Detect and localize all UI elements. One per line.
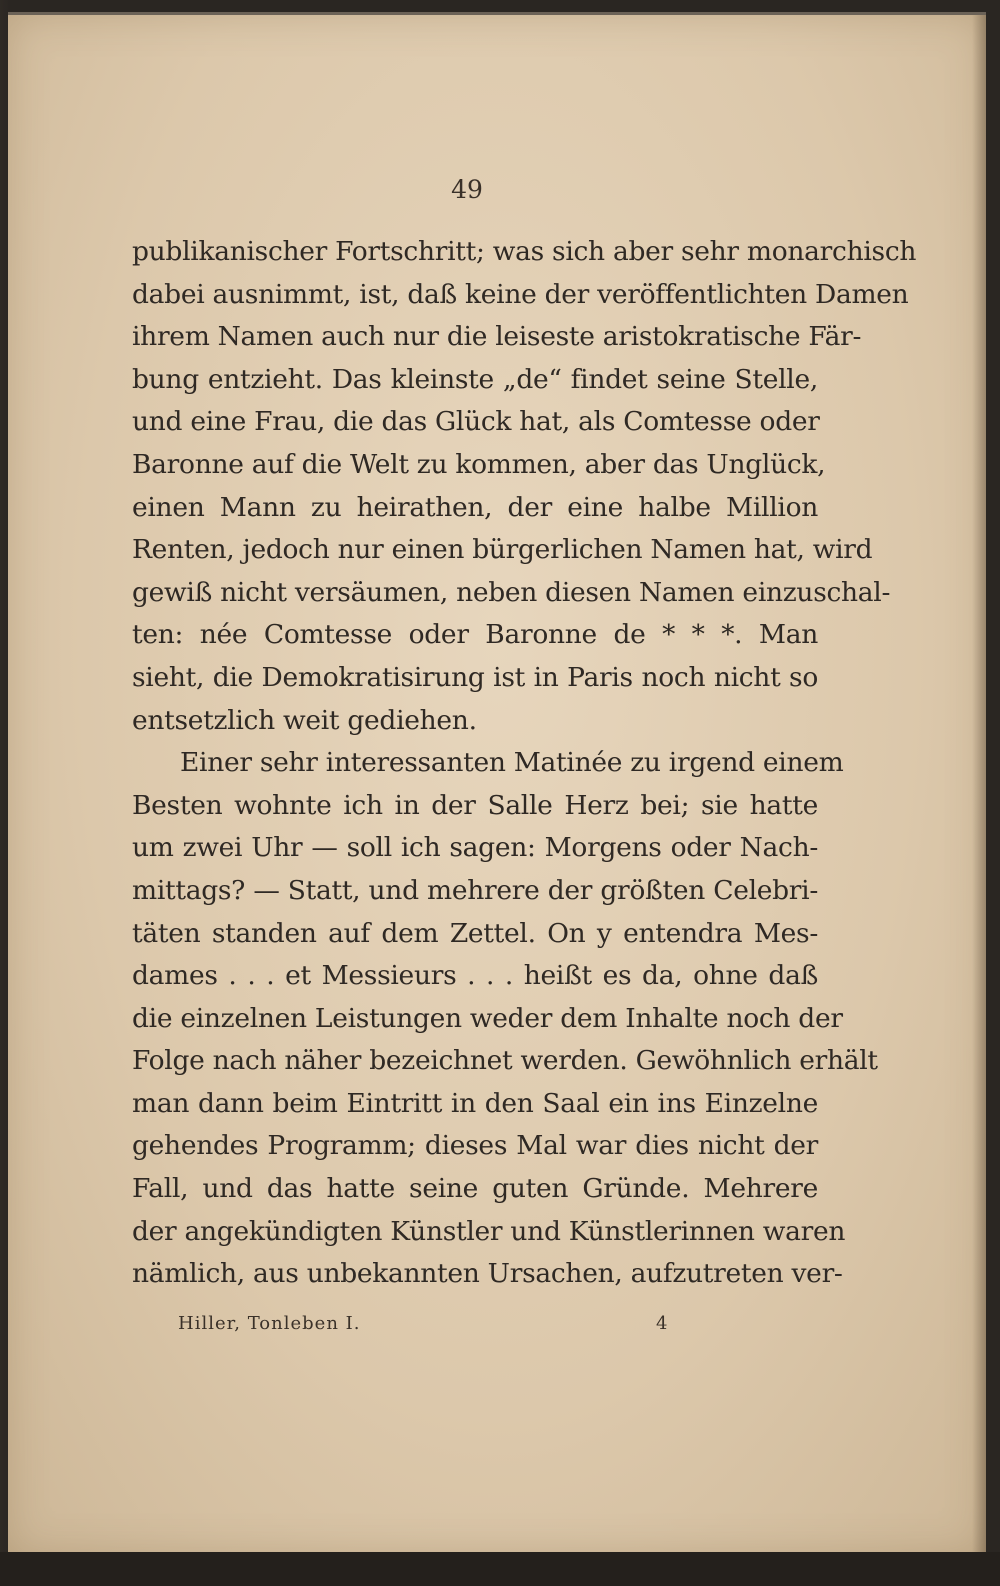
text-line: die einzelnen Leistungen weder dem Inhalte noch der (132, 1002, 843, 1034)
signature-mark: Hiller, Tonleben I. (178, 1313, 361, 1334)
text-line: dames . . . et Messieurs . . . heißt es da, ohne daß (132, 960, 818, 992)
text-line: man dann beim Eintritt in den Saal ein ins Einzelne (132, 1087, 818, 1119)
text-line: sieht, die Demokratisirung ist in Paris noch nicht so (132, 661, 818, 693)
text-line: gehendes Programm; dieses Mal war dies nicht der (132, 1130, 818, 1162)
text-line: Fall, und das hatte seine guten Gründe. Mehrere (132, 1173, 818, 1205)
text-line: nämlich, aus unbekannten Ursachen, aufzutreten ver- (132, 1258, 843, 1290)
body-text (132, 231, 917, 1296)
text-line: täten standen auf dem Zettel. On y entendra Mes- (132, 917, 818, 949)
text-line: Folge nach näher bezeichnet werden. Gewöhnlich erhält (132, 1045, 878, 1077)
text-line: gewiß nicht versäumen, neben diesen Namen einzuschal- (132, 576, 891, 608)
paper-sheet (8, 12, 986, 1555)
text-line: Baronne auf die Welt zu kommen, aber das Unglück, (132, 448, 826, 480)
text-line: um zwei Uhr — soll ich sagen: Morgens oder Nach- (132, 832, 818, 864)
text-line: mittags? — Statt, und mehrere der größten Celebri- (132, 874, 818, 906)
text-line: entsetzlich weit gediehen. (132, 704, 477, 736)
scan-background-bottom (0, 1552, 1000, 1586)
text-line: Besten wohnte ich in der Salle Herz bei; sie hatte (132, 789, 818, 821)
text-line: bung entzieht. Das kleinste „de“ findet seine Stelle, (132, 363, 818, 395)
text-line: ten: née Comtesse oder Baronne de * * *. Man (132, 619, 818, 651)
page-number: 49 (451, 175, 483, 204)
text-line: einen Mann zu heirathen, der eine halbe Million (132, 491, 818, 523)
signature-number: 4 (656, 1313, 668, 1334)
text-line: publikanischer Fortschritt; was sich aber sehr monarchisch (132, 236, 917, 267)
text-line: ihrem Namen auch nur die leiseste aristokratische Fär- (132, 321, 862, 353)
page-edge-shading (972, 15, 986, 1555)
text-line: und eine Frau, die das Glück hat, als Comtesse oder (132, 406, 820, 438)
text-line: Renten, jedoch nur einen bürgerlichen Namen hat, wird (132, 534, 873, 566)
text-line: der angekündigten Künstler und Künstlerinnen waren (132, 1215, 846, 1247)
text-line: dabei ausnimmt, ist, daß keine der veröffentlichten Damen (132, 278, 909, 310)
text-line: Einer sehr interessanten Matinée zu irgend einem (180, 747, 844, 779)
